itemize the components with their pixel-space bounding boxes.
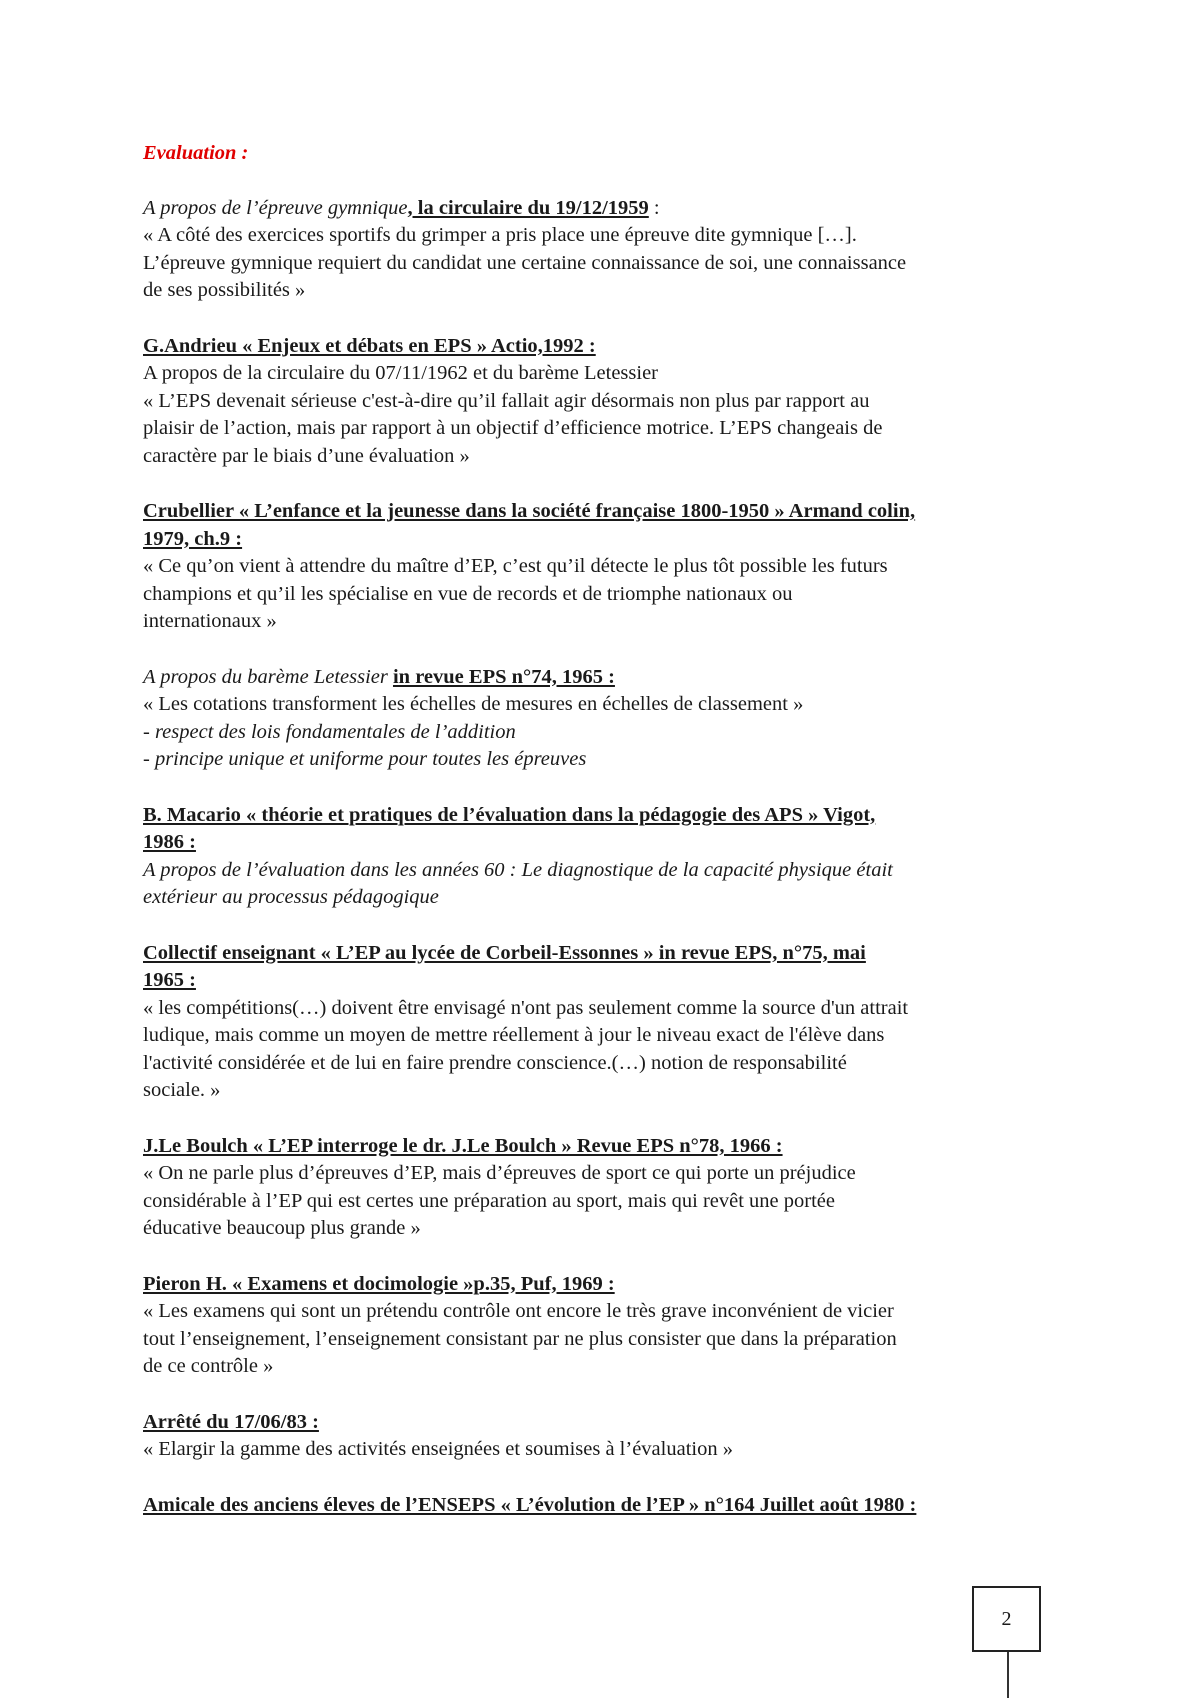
citation-block-10 xyxy=(143,1492,1063,1520)
quote-line: « On ne parle plus d’épreuves d’EP, mais d’épreuves de sport ce qui porte un préjudice xyxy=(143,1162,856,1184)
page-number-box xyxy=(972,1586,1041,1652)
quote-line: de ce contrôle » xyxy=(143,1355,274,1377)
citation-heading: J.Le Boulch « L’EP interroge le dr. J.Le Boulch » Revue EPS n°78, 1966 : xyxy=(143,1134,783,1157)
heading-bold: , la circulaire du 19/12/1959 xyxy=(407,196,649,219)
quote-line: de ses possibilités » xyxy=(143,279,306,301)
quote-line: plaisir de l’action, mais par rapport à un objectif d’efficience motrice. L’EPS changeais de xyxy=(143,417,883,439)
note-line: A propos de l’évaluation dans les années 60 : Le diagnostique de la capacité physique était xyxy=(143,858,893,881)
citation-heading: B. Macario « théorie et pratiques de l’évaluation dans la pédagogie des APS » Vigot, xyxy=(143,803,876,826)
heading-italic: A propos de l’épreuve gymnique xyxy=(143,196,408,219)
citation-block-4 xyxy=(143,664,1063,774)
section-title: Evaluation : xyxy=(143,142,249,164)
quote-line: champions et qu’il les spécialise en vue de records et de triomphe nationaux ou xyxy=(143,582,793,605)
citation-block-5 xyxy=(143,802,1063,912)
quote-line: « A côté des exercices sportifs du grimper a pris place une épreuve dite gymnique […]. xyxy=(143,224,857,246)
citation-heading: Crubellier « L’enfance et la jeunesse dans la société française 1800-1950 » Armand colin, xyxy=(143,500,916,522)
citation-block-1 xyxy=(143,195,1063,305)
quote-line: « L’EPS devenait sérieuse c'est-à-dire qu’il fallait agir désormais non plus par rapport au xyxy=(143,389,870,412)
quote-line: considérable à l’EP qui est certes une préparation au sport, mais qui revêt une portée xyxy=(143,1189,836,1212)
citation-heading: Collectif enseignant « L’EP au lycée de Corbeil-Essonnes » in revue EPS, n°75, mai xyxy=(143,941,866,964)
citation-block-3 xyxy=(143,498,1063,636)
page-number: 2 xyxy=(1001,1607,1012,1630)
heading-tail: : xyxy=(648,196,660,219)
quote-line: « Les examens qui sont un prétendu contrôle ont encore le très grave inconvénient de vicier xyxy=(143,1300,894,1322)
quote-line: L’épreuve gymnique requiert du candidat une certaine connaissance de soi, une connaissance xyxy=(143,251,907,274)
bullet-line: - respect des lois fondamentales de l’addition xyxy=(143,720,516,743)
heading-bold: in revue EPS n°74, 1965 : xyxy=(392,665,615,688)
quote-line: sociale. » xyxy=(143,1079,221,1101)
page-number-stem xyxy=(1007,1652,1009,1698)
citation-block-7 xyxy=(143,1133,1063,1243)
quote-line: A propos de la circulaire du 07/11/1962 et du barème Letessier xyxy=(143,362,658,384)
citation-heading: Pieron H. « Examens et docimologie »p.35, Puf, 1969 : xyxy=(143,1272,615,1295)
citation-heading-cont: 1986 : xyxy=(143,831,196,853)
citation-heading xyxy=(143,664,1063,692)
document-page xyxy=(143,140,1063,1547)
citation-heading: Arrêté du 17/06/83 : xyxy=(143,1410,319,1433)
quote-line: éducative beaucoup plus grande » xyxy=(143,1217,421,1239)
quote-line: « Les cotations transforment les échelles de mesures en échelles de classement » xyxy=(143,693,804,715)
quote-line: tout l’enseignement, l’enseignement consistant par ne plus consister que dans la préparation xyxy=(143,1327,897,1350)
quote-line: caractère par le biais d’une évaluation » xyxy=(143,444,470,467)
citation-block-9 xyxy=(143,1409,1063,1464)
quote-line: internationaux » xyxy=(143,610,277,632)
note-line: extérieur au processus pédagogique xyxy=(143,886,439,908)
quote-line: « Ce qu’on vient à attendre du maître d’EP, c’est qu’il détecte le plus tôt possible les futurs xyxy=(143,555,888,577)
quote-line: « les compétitions(…) doivent être envisagé n'ont pas seulement comme la source d'un attrait xyxy=(143,996,909,1019)
citation-heading-cont: 1979, ch.9 : xyxy=(143,527,243,550)
citation-block-6 xyxy=(143,940,1063,1105)
bullet-line: - principe unique et uniforme pour toutes les épreuves xyxy=(143,748,587,770)
quote-line: « Elargir la gamme des activités enseignées et soumises à l’évaluation » xyxy=(143,1438,733,1460)
quote-line: ludique, mais comme un moyen de mettre réellement à jour le niveau exact de l'élève dans xyxy=(143,1024,885,1046)
citation-block-2 xyxy=(143,333,1063,471)
citation-heading: G.Andrieu « Enjeux et débats en EPS » Actio,1992 : xyxy=(143,334,596,357)
citation-heading: Amicale des anciens éleves de l’ENSEPS « L’évolution de l’EP » n°164 Juillet août 1980 : xyxy=(143,1493,917,1516)
citation-heading-cont: 1965 : xyxy=(143,969,196,991)
citation-block-8 xyxy=(143,1271,1063,1381)
quote-line: l'activité considérée et de lui en faire prendre conscience.(…) notion de responsabilité xyxy=(143,1051,847,1074)
heading-italic: A propos du barème Letessier xyxy=(143,665,393,688)
citation-heading xyxy=(143,195,1063,223)
